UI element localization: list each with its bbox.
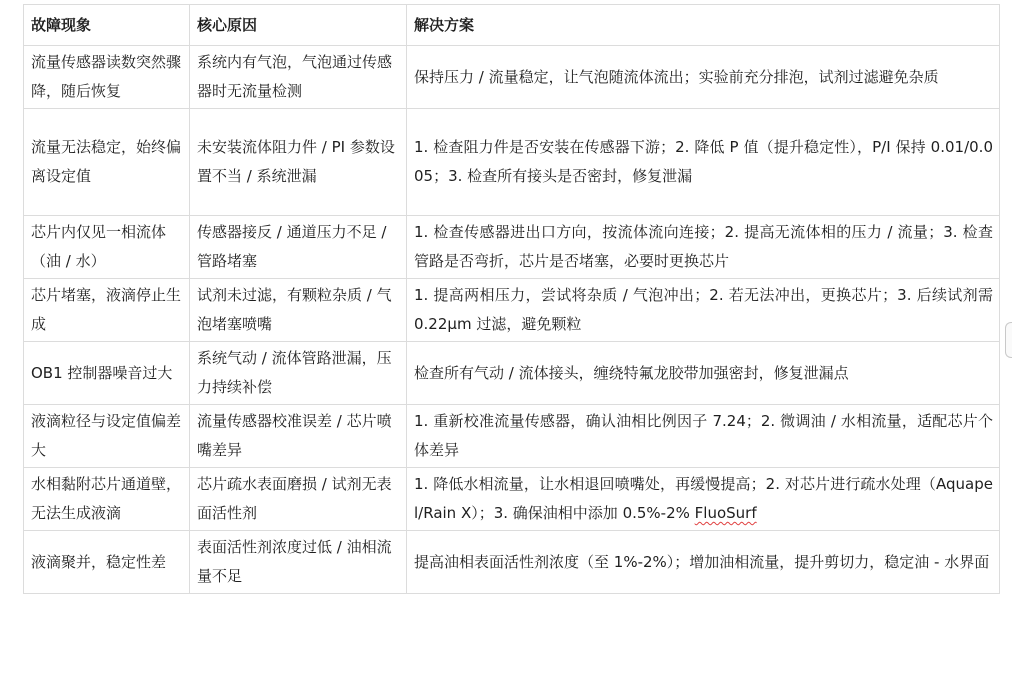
cause-cell: 试剂未过滤，有颗粒杂质 / 气泡堵塞喷嘴 (190, 279, 407, 342)
solution-cell: 提高油相表面活性剂浓度（至 1%-2%）；增加油相流量，提升剪切力，稳定油 - 水界面 (407, 531, 1000, 594)
troubleshooting-table (23, 4, 1000, 594)
symptom-cell: 液滴粒径与设定值偏差大 (24, 405, 190, 468)
table-row (24, 216, 1000, 279)
cause-cell: 系统气动 / 流体管路泄漏，压力持续补偿 (190, 342, 407, 405)
solution-cell: 1. 检查阻力件是否安装在传感器下游；2. 降低 P 值（提升稳定性），P/I 保持 0.01/0.005；3. 检查所有接头是否密封，修复泄漏 (407, 109, 1000, 216)
cause-cell: 传感器接反 / 通道压力不足 / 管路堵塞 (190, 216, 407, 279)
table-row (24, 405, 1000, 468)
solution-cell: 保持压力 / 流量稳定，让气泡随流体流出；实验前充分排泡，试剂过滤避免杂质 (407, 46, 1000, 109)
cause-cell: 表面活性剂浓度过低 / 油相流量不足 (190, 531, 407, 594)
table-row (24, 468, 1000, 531)
cause-cell: 系统内有气泡，气泡通过传感器时无流量检测 (190, 46, 407, 109)
symptom-cell: 流量传感器读数突然骤降，随后恢复 (24, 46, 190, 109)
solution-text: 1. 降低水相流量，让水相退回喷嘴处，再缓慢提高；2. 对芯片进行疏水处理（Aquapel/Rain X）；3. 确保油相中添加 0.5%-2% (414, 475, 993, 522)
cause-cell: 流量传感器校准误差 / 芯片喷嘴差异 (190, 405, 407, 468)
solution-cell: 检查所有气动 / 流体接头，缠绕特氟龙胶带加强密封，修复泄漏点 (407, 342, 1000, 405)
table-row (24, 279, 1000, 342)
symptom-cell: 流量无法稳定，始终偏离设定值 (24, 109, 190, 216)
header-solution: 解决方案 (407, 5, 1000, 46)
table-row (24, 342, 1000, 405)
solution-cell: 1. 检查传感器进出口方向，按流体流向连接；2. 提高无流体相的压力 / 流量；3. 检查管路是否弯折，芯片是否堵塞，必要时更换芯片 (407, 216, 1000, 279)
symptom-cell: 芯片堵塞，液滴停止生成 (24, 279, 190, 342)
solution-cell: 1. 重新校准流量传感器，确认油相比例因子 7.24；2. 微调油 / 水相流量，适配芯片个体差异 (407, 405, 1000, 468)
symptom-cell: 芯片内仅见一相流体（油 / 水） (24, 216, 190, 279)
symptom-cell: 水相黏附芯片通道壁，无法生成液滴 (24, 468, 190, 531)
spellcheck-flagged-word[interactable]: FluoSurf (694, 504, 757, 522)
table-row (24, 46, 1000, 109)
solution-cell: 1. 提高两相压力，尝试将杂质 / 气泡冲出；2. 若无法冲出，更换芯片；3. 后续试剂需 0.22μm 过滤，避免颗粒 (407, 279, 1000, 342)
table-header-row (24, 5, 1000, 46)
header-symptom: 故障现象 (24, 5, 190, 46)
header-cause: 核心原因 (190, 5, 407, 46)
cause-cell: 芯片疏水表面磨损 / 试剂无表面活性剂 (190, 468, 407, 531)
troubleshooting-table-container (23, 4, 999, 594)
symptom-cell: 液滴聚并，稳定性差 (24, 531, 190, 594)
table-row (24, 531, 1000, 594)
solution-cell (407, 468, 1000, 531)
side-scroll-handle[interactable] (1005, 322, 1012, 358)
cause-cell: 未安装流体阻力件 / PI 参数设置不当 / 系统泄漏 (190, 109, 407, 216)
table-row (24, 109, 1000, 216)
symptom-cell: OB1 控制器噪音过大 (24, 342, 190, 405)
